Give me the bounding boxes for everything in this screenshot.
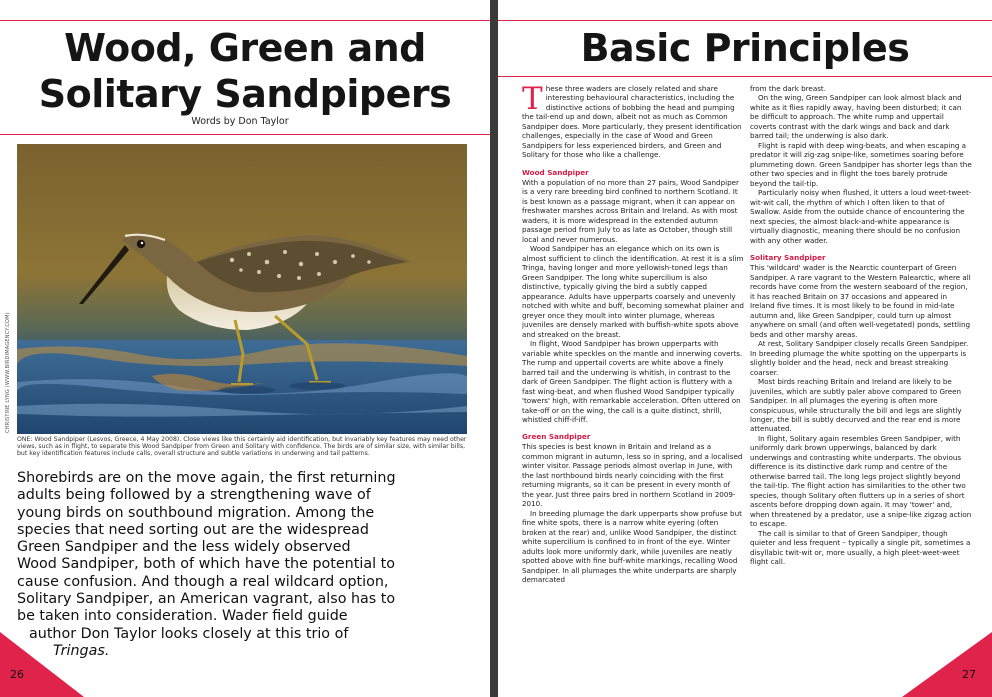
opening-paragraph: These three waders are closely related and share interesting behavioural characteristics, including the distinctive actions of bobbing the head and pumping the tail-end up and down, albeit not as much as Common Sandpiper does. More particularly, they present identification challenges, especially in the case of Wood and Green Sandpipers for less experienced birders, and Green and Solitary for those who like a challenge.: [522, 81, 742, 160]
spine-gutter: [490, 0, 498, 697]
paragraph: Particularly noisy when flushed, it utters a loud weet-tweet-wit-wit call, the rhythm of which I often liken to that of Swallow. Aside from the outside chance of encountering the next species, the almost black-and-white appearance is virtually diagnostic, meaning there should be no confusion with any other wader.: [750, 188, 972, 245]
intro-line: young birds on southbound migration. Among the: [17, 504, 375, 521]
title-rule-right: [498, 76, 992, 77]
corner-triangle-left: [0, 632, 84, 697]
paragraph: from the dark breast.: [750, 84, 826, 93]
intro-line: Wood Sandpiper, both of which have the potential to: [17, 556, 395, 573]
intro-line: Solitary Sandpiper, an American vagrant, also has to: [17, 591, 396, 608]
title-line-1: Wood, Green and: [64, 26, 426, 70]
intro-line: author Don Taylor looks closely at this trio of: [29, 625, 349, 642]
left-page: [0, 0, 490, 697]
paragraph: In flight, Wood Sandpiper has brown upperparts with variable white speckles on the mantle and innerwing coverts. The rump and uppertail coverts are white above a finely barred tail and the underwing is whitish, in contrast to the dark of Green Sandpiper. The flight action is fluttery with a fast wing-beat, and when flushed Wood Sandpiper typically 'towers' high, with remarkable acceleration. Often uttered on take-off or on the wing, the call is a quite distinct, shrill, whistled chiff-if-iff.: [522, 339, 743, 424]
text-column-2: [750, 84, 972, 567]
photo-credit: CHRISTINE LYNG (WWW.BIRDIMAGENCY.COM): [5, 312, 11, 433]
intro-line: cause confusion. And though a real wildcard option,: [17, 573, 389, 590]
intro-line: adults being followed by a strengthening wave of: [17, 487, 371, 504]
paragraph: Wood Sandpiper has an elegance which on its own is almost sufficient to clinch the identification. At rest it is a slim Tringa, having longer and more yellowish-toned legs than Green Sandpiper. The long white supercilium is also distinctive, typically giving the bird a subtly capped appearance. Adults have upperparts coarsely and unevenly notched with white and buff, becoming somewhat plainer and greyer once they moult into winter plumage, whereas juveniles are densely marked with buffish-white spots above and streaked on the breast.: [522, 244, 744, 339]
paragraph: Most birds reaching Britain and Ireland are likely to be juveniles, which are subtly paler above compared to Green Sandpiper. In all plumages the eyering is often more conspicuous, while structurally the bill and legs are slightly longer, the bill is subtly decurved and the rear end is more attenuated.: [750, 377, 962, 434]
intro-line: be taken into consideration. Wader field guide: [17, 608, 348, 625]
intro-line: species that need sorting out are the widespread: [17, 521, 370, 538]
paragraph: In flight, Solitary again resembles Green Sandpiper, with uniformly dark brown upperwings, balanced by dark underwings and contrasting white underparts. The obvious difference is its distinctive dark rump and centre of the otherwise barred tail. The long legs project slightly beyond the tail-tip. The flight action has similarities to the other two species, though Solitary often flutters up in a series of short ascents before dropping down again. It may 'tower' and, when threatened by a predator, use a snipe-like zigzag action to escape.: [750, 433, 972, 529]
corner-triangle-right: [902, 632, 992, 697]
top-rule-right: [498, 20, 992, 21]
intro-standfirst: [17, 470, 477, 660]
paragraph: Flight is rapid with deep wing-beats, and when escaping a predator it will zig-zag snipe-like, sometimes soaring before plummeting down. Green Sandpiper has shorter legs than the other two species and in flight the toes barely protrude beyond the tail-tip.: [750, 140, 972, 188]
heading-green-sandpiper: Green Sandpiper: [522, 432, 591, 442]
paragraph: This species is best known in Britain and Ireland as a common migrant in autumn, less so in spring, and a localised winter visitor. Passage periods almost overlap in June, with the last northbound birds nearly coinciding with the first returning migrants, so it can be present in every month of the year. Just three pairs bred in northern Scotland in 2009-2010.: [522, 442, 743, 509]
paragraph: The call is similar to that of Green Sandpiper, though quieter and less frequent – typically a single pit, sometimes a disyllabic twit-wit or, more usually, a high pleet-weet-weet flight call.: [750, 528, 971, 567]
intro-line-tringas: Tringas.: [53, 642, 110, 659]
section-title: Basic Principles: [580, 26, 910, 70]
photo-caption: ONE: Wood Sandpiper (Lesvos, Greece, 4 May 2008). Close views like this certainly aid identification, but invariably key features may need other views, such as in flight, to separate this Wood Sandpiper from Green and Solitary with confidence. The birds are of similar size, with similar bills, but key identification features include calls, overall structure and subtle variations in underwing and tail patterns.: [17, 436, 467, 458]
page-number-left: 26: [10, 668, 24, 681]
intro-line: Shorebirds are on the move again, the first returning: [17, 470, 396, 486]
paragraph: In breeding plumage the dark upperparts show profuse but fine white spots, there is a narrow white eyering (often broken at the rear) and, unlike Wood Sandpiper, the distinct white supercilium is confined to in front of the eye. Winter adults look more uniformly dark, while juveniles are neatly spotted above with fine buff-white markings, recalling Wood Sandpiper. In all plumages the white underparts are sharply demarcated: [522, 508, 742, 585]
heading-wood-sandpiper: Wood Sandpiper: [522, 167, 589, 177]
text-column-1: [522, 81, 744, 585]
wood-sandpiper-photo: [17, 144, 467, 434]
paragraph: At rest, Solitary Sandpiper closely recalls Green Sandpiper. In breeding plumage the white spotting on the upperparts is slightly bolder and the head, neck and breast streaking coarser.: [750, 339, 969, 377]
top-rule: [0, 20, 490, 21]
byline: Words by Don Taylor: [191, 116, 289, 127]
heading-solitary-sandpiper: Solitary Sandpiper: [750, 253, 826, 263]
right-page: [498, 0, 992, 697]
article-title: [0, 25, 490, 117]
paragraph: On the wing, Green Sandpiper can look almost black and white as it flies rapidly away, having been disturbed; it can be difficult to approach. The white rump and uppertail coverts contrast with the dark wings and back and dark barred tail; the underwing is also dark.: [750, 93, 962, 141]
intro-line: Green Sandpiper and the less widely observed: [17, 539, 351, 556]
paragraph: With a population of no more than 27 pairs, Wood Sandpiper is a very rare breeding bird confined to northern Scotland. It is best known as a passage migrant, when it can appear on freshwater marshes across Britain and Ireland. As with most waders, it is more widespread in the extended autumn passage period from July to as late as October, though still local and never numerous.: [522, 177, 739, 244]
page-number-right: 27: [962, 668, 976, 681]
title-line-2: Solitary Sandpipers: [38, 72, 452, 116]
title-rule: [0, 134, 490, 135]
drop-cap: T: [522, 81, 543, 117]
paragraph: This 'wildcard' wader is the Nearctic counterpart of Green Sandpiper. A rare vagrant to the Western Palearctic, where all records have come from the western seaboard of the region, it has reached Britain on 37 occasions and appeared in Ireland five times. It is most likely to be found in mid-late autumn and, like Green Sandpiper, could turn up almost anywhere on small (and often well-vegetated) ponds, settling beds and other marshy areas.: [750, 263, 971, 339]
